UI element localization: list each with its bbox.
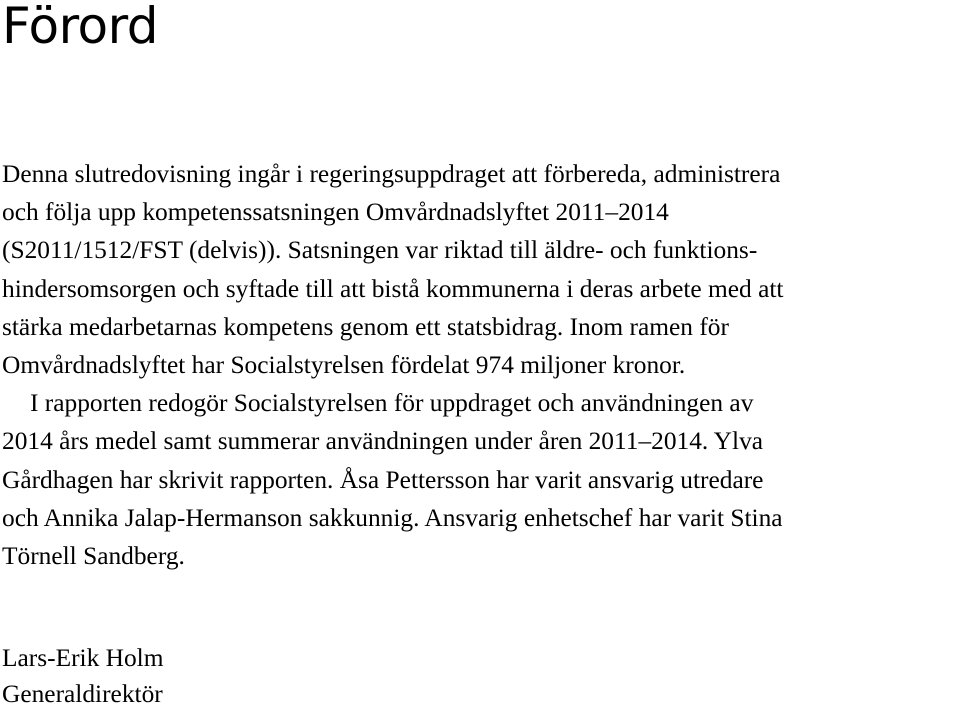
paragraph-1-line-1: Denna slutredovisning ingår i regeringsuppdraget att förbereda, administrera bbox=[2, 160, 781, 188]
signatory-role: Generaldirektör bbox=[2, 680, 163, 708]
paragraph-2-line-4: och Annika Jalap-Hermanson sakkunnig. Ansvarig enhetschef har varit Stina bbox=[2, 503, 783, 532]
preface-body bbox=[2, 155, 960, 575]
paragraph-1-line-5: stärka medarbetarnas kompetens genom ett statsbidrag. Inom ramen för bbox=[2, 312, 729, 341]
paragraph-2-line-5: Törnell Sandberg. bbox=[2, 541, 185, 570]
paragraph-2-line-1: I rapporten redogör Socialstyrelsen för uppdraget och användningen av bbox=[30, 389, 754, 418]
paragraph-1-line-3: (S2011/1512/FST (delvis)). Satsningen var riktad till äldre- och funktions- bbox=[2, 236, 758, 265]
paragraph-2-line-2: 2014 års medel samt summerar användningen under åren 2011–2014. Ylva bbox=[2, 427, 764, 456]
paragraph-2-line-3: Gårdhagen har skrivit rapporten. Åsa Pettersson har varit ansvarig utredare bbox=[2, 465, 764, 494]
signatory-name: Lars-Erik Holm bbox=[2, 644, 164, 672]
paragraph-1-line-6: Omvårdnadslyftet har Socialstyrelsen fördelat 974 miljoner kronor. bbox=[2, 350, 686, 379]
paragraph-1-line-2: och följa upp kompetenssatsningen Omvårdnadslyftet 2011–2014 bbox=[2, 198, 669, 227]
paragraph-1-line-4: hindersomsorgen och syftade till att bistå kommunerna i deras arbete med att bbox=[2, 274, 784, 303]
signature-block bbox=[2, 640, 163, 712]
page-title: Förord bbox=[2, 0, 159, 55]
